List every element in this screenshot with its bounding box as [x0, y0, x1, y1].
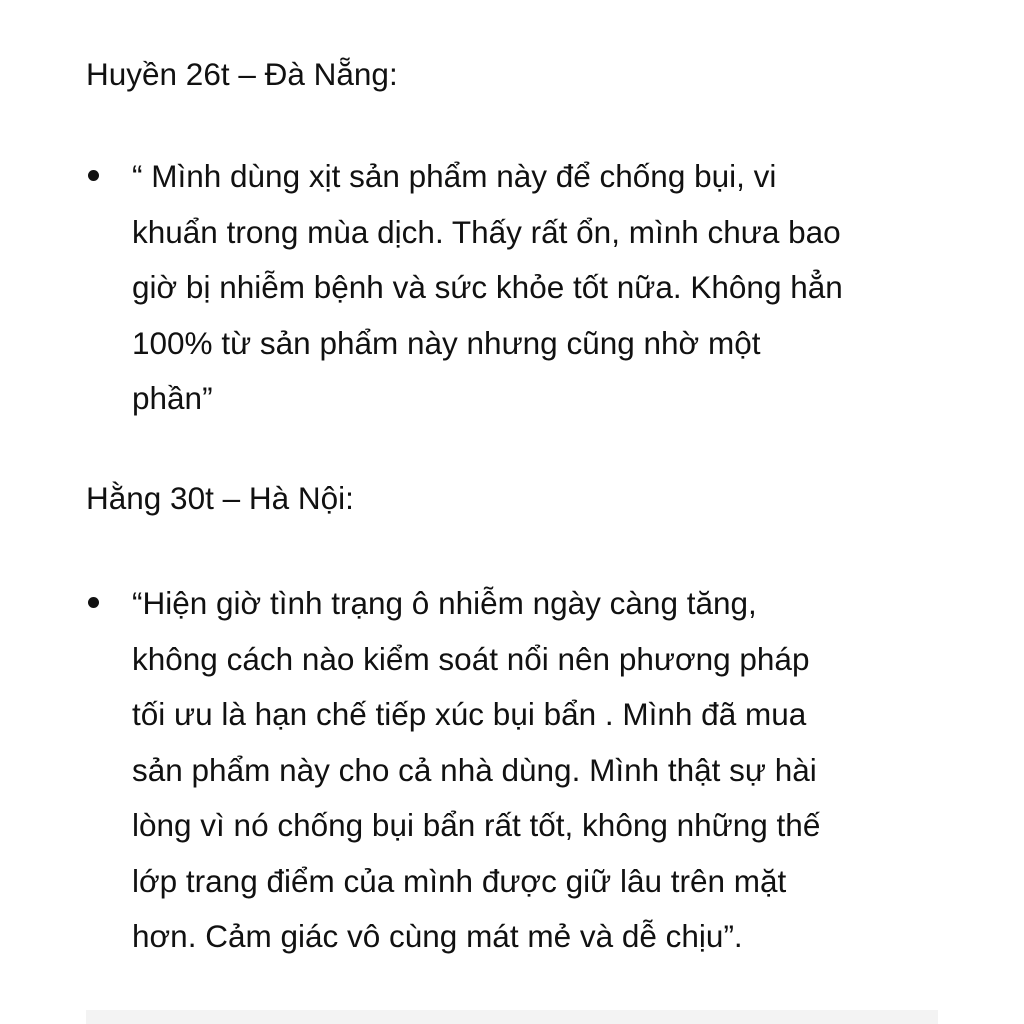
- quote-line: khuẩn trong mùa dịch. Thấy rất ổn, mình chưa bao: [132, 213, 841, 250]
- review-quote-2: [132, 576, 982, 965]
- bullet-icon: [88, 170, 99, 181]
- quote-line: tối ưu là hạn chế tiếp xúc bụi bẩn . Mình đã mua: [132, 696, 807, 732]
- quote-line: sản phẩm này cho cả nhà dùng. Mình thật sự hài: [132, 751, 817, 788]
- quote-line: “Hiện giờ tình trạng ô nhiễm ngày càng tăng,: [132, 585, 757, 621]
- quote-line: hơn. Cảm giác vô cùng mát mẻ và dễ chịu”.: [132, 918, 743, 954]
- bottom-divider: [86, 1010, 938, 1024]
- bullet-icon: [88, 597, 99, 608]
- quote-line: lớp trang điểm của mình được giữ lâu trên mặt: [132, 862, 787, 899]
- review-author-1: Huyền 26t – Đà Nẵng:: [86, 56, 398, 92]
- review-author-2: Hằng 30t – Hà Nội:: [86, 480, 354, 516]
- quote-line: phần”: [132, 380, 213, 416]
- quote-line: “ Mình dùng xịt sản phẩm này để chống bụi, vi: [132, 158, 777, 194]
- quote-line: lòng vì nó chống bụi bẩn rất tốt, không những thế: [132, 807, 821, 843]
- quote-line: giờ bị nhiễm bệnh và sức khỏe tốt nữa. Không hẳn: [132, 269, 843, 305]
- review-quote-1: [132, 149, 982, 427]
- quote-line: 100% từ sản phẩm này nhưng cũng nhờ một: [132, 324, 761, 361]
- quote-line: không cách nào kiểm soát nổi nên phương pháp: [132, 640, 810, 677]
